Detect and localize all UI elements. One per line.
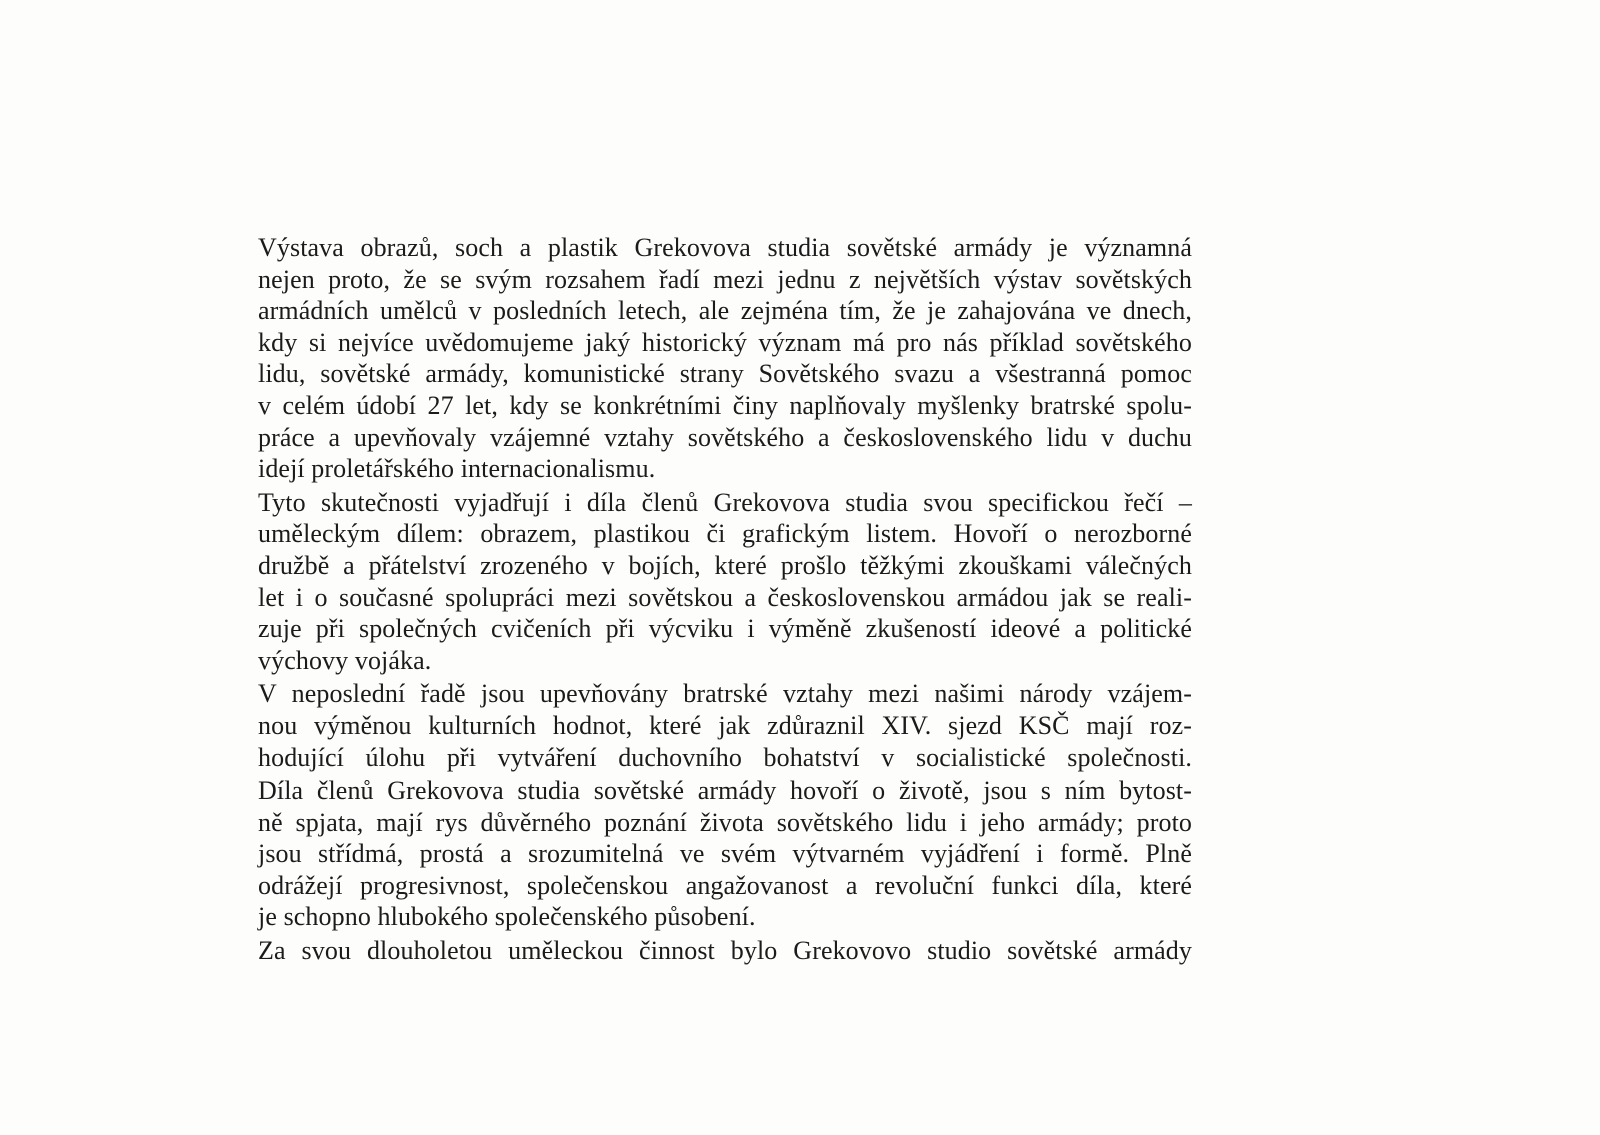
paragraph-5 (258, 935, 1192, 967)
body-text (258, 232, 1192, 967)
paragraph-1 (258, 232, 1192, 485)
text-line: Tyto skutečnosti vyjadřují i díla členů Grekovova studia svou specifickou řečí – (258, 487, 1192, 517)
text-line: kdy si nejvíce uvědomujeme jaký historický význam má pro nás příklad sovětského (258, 327, 1192, 357)
text-line: Za svou dlouholetou uměleckou činnost bylo Grekovovo studio sovětské armády (258, 936, 1192, 966)
text-line: družbě a přátelství zrozeného v bojích, které prošlo těžkými zkouškami válečných (258, 550, 1192, 580)
text-line: jsou střídmá, prostá a srozumitelná ve svém výtvarném vyjádření i formě. Plně (258, 839, 1192, 869)
text-line: V neposlední řadě jsou upevňovány bratrské vztahy mezi našimi národy vzájem- (258, 679, 1192, 709)
paragraph-4 (258, 775, 1192, 933)
text-line: Výstava obrazů, soch a plastik Grekovova studia sovětské armády je významná (258, 233, 1192, 262)
text-line: je schopno hlubokého společenského působení. (258, 902, 756, 932)
paragraph-3 (258, 678, 1192, 773)
text-line: lidu, sovětské armády, komunistické strany Sovětského svazu a všestranná pomoc (258, 359, 1192, 389)
text-line: odrážejí progresivnost, společenskou angažovanost a revoluční funkci díla, které (258, 870, 1192, 900)
text-line: v celém údobí 27 let, kdy se konkrétními činy naplňovaly myšlenky bratrské spolu- (258, 390, 1192, 420)
text-line: hodující úlohu při vytváření duchovního bohatství v socialistické společnosti. (258, 742, 1192, 772)
text-line: zuje při společných cvičeních při výcviku i výměně zkušeností ideové a politické (258, 614, 1192, 644)
text-line: ně spjata, mají rys důvěrného poznání života sovětského lidu i jeho armády; proto (258, 807, 1192, 837)
text-line: idejí proletářského internacionalismu. (258, 454, 656, 484)
text-line: práce a upevňovaly vzájemné vztahy sovětského a československého lidu v duchu (258, 422, 1192, 452)
paragraph-2 (258, 487, 1192, 677)
text-line: let i o současné spolupráci mezi sovětskou a československou armádou jak se reali- (258, 582, 1192, 612)
text-line: Díla členů Grekovova studia sovětské armády hovoří o životě, jsou s ním bytost- (258, 776, 1192, 806)
text-line: uměleckým dílem: obrazem, plastikou či grafickým listem. Hovoří o nerozborné (258, 519, 1192, 549)
text-line: armádních umělců v posledních letech, ale zejména tím, že je zahajována ve dnech, (258, 296, 1192, 326)
text-line: nou výměnou kulturních hodnot, které jak zdůraznil XIV. sjezd KSČ mají roz- (258, 710, 1192, 740)
text-line: nejen proto, že se svým rozsahem řadí mezi jednu z největších výstav sovětských (258, 264, 1192, 294)
text-line: výchovy vojáka. (258, 645, 432, 675)
